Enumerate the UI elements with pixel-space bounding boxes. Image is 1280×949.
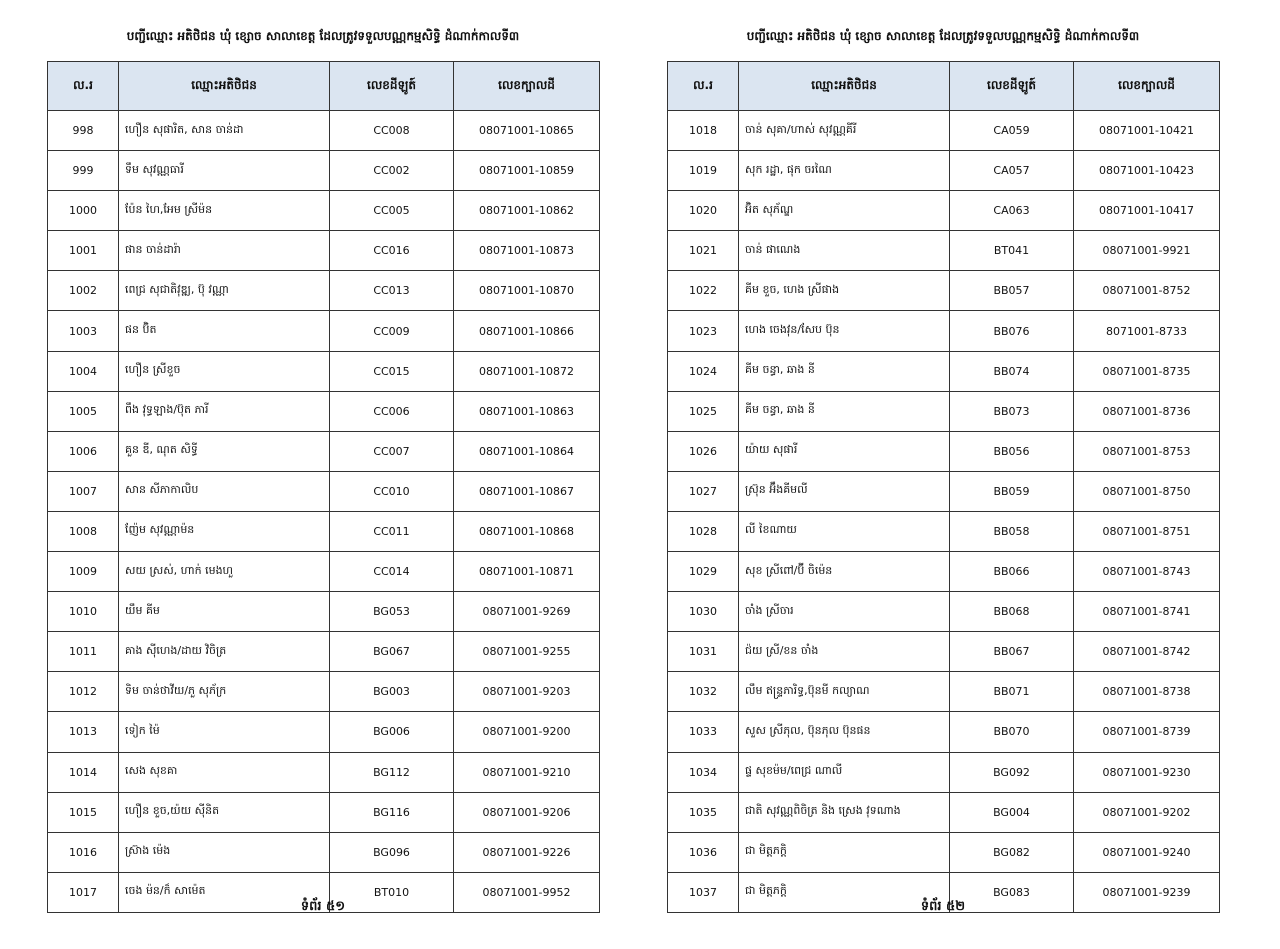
cell-plot-number: 8071001-8733 (1074, 311, 1220, 351)
cell-number: 998 (48, 111, 119, 151)
cell-plot-number: 08071001-9202 (1074, 792, 1220, 832)
cell-plot-number: 08071001-9255 (454, 632, 600, 672)
cell-number: 1001 (48, 231, 119, 271)
table-row (668, 351, 1220, 391)
cell-plot-number: 08071001-9952 (454, 872, 600, 912)
table-row (48, 151, 600, 191)
cell-lot-code: CC007 (330, 431, 454, 471)
table-row (668, 431, 1220, 471)
cell-number: 1017 (48, 872, 119, 912)
cell-name: គីម ខួច, ហេង ស្រីផាង (739, 271, 950, 311)
cell-name: យ៉ាយ សុផារី (739, 431, 950, 471)
cell-lot-code: CC005 (330, 191, 454, 231)
cell-name: ទិម ចាន់ថាវីយ/ភួ សុភ័ក្រ (119, 672, 330, 712)
cell-lot-code: CC013 (330, 271, 454, 311)
cell-name: យឹម គីម (119, 592, 330, 632)
cell-plot-number: 08071001-10862 (454, 191, 600, 231)
cell-number: 1016 (48, 832, 119, 872)
table-row (668, 231, 1220, 271)
cell-plot-number: 08071001-9239 (1074, 872, 1220, 912)
cell-number: 1020 (668, 191, 739, 231)
cell-name: ផន ប៊ិត (119, 311, 330, 351)
cell-plot-number: 08071001-8736 (1074, 391, 1220, 431)
cell-plot-number: 08071001-10872 (454, 351, 600, 391)
cell-number: 1034 (668, 752, 739, 792)
table-row (668, 111, 1220, 151)
cell-name: សួស ស្រីភុល, ប៊ុនភុល ប៊ុនផន (739, 712, 950, 752)
cell-number: 1018 (668, 111, 739, 151)
cell-lot-code: CC015 (330, 351, 454, 391)
table-row (668, 712, 1220, 752)
cell-plot-number: 08071001-10870 (454, 271, 600, 311)
cell-name: សយ ស្រស់, ហាក់ មេងហួ (119, 552, 330, 592)
cell-lot-code: CC006 (330, 391, 454, 431)
cell-lot-code: BT041 (950, 231, 1074, 271)
cell-number: 1031 (668, 632, 739, 672)
cell-plot-number: 08071001-8735 (1074, 351, 1220, 391)
cell-number: 1033 (668, 712, 739, 752)
cell-name: ពេជ្រ សុជាតិវុឌ្ឍ, ប៊ុ វណ្ណា (119, 271, 330, 311)
cell-lot-code: BG116 (330, 792, 454, 832)
cell-lot-code: CC016 (330, 231, 454, 271)
table-row (48, 351, 600, 391)
cell-number: 1028 (668, 511, 739, 551)
cell-name: ជា មិត្តភក្តិ (739, 832, 950, 872)
cell-name: សេង សុខគា (119, 752, 330, 792)
table-row (48, 712, 600, 752)
cell-plot-number: 08071001-8752 (1074, 271, 1220, 311)
cell-name: ទៀក ម៉ៃ (119, 712, 330, 752)
header-plot-number: លេខក្បាលដី (454, 62, 600, 111)
cell-plot-number: 08071001-10863 (454, 391, 600, 431)
header-name: ឈ្មោះអតិថិជន (739, 62, 950, 111)
cell-number: 1000 (48, 191, 119, 231)
cell-name: ជា មិត្តភក្តិ (739, 872, 950, 912)
cell-lot-code: BG053 (330, 592, 454, 632)
cell-name: ស្រ៊ុន អ៊ឹងគីមលី (739, 471, 950, 511)
cell-lot-code: BB057 (950, 271, 1074, 311)
cell-plot-number: 08071001-10866 (454, 311, 600, 351)
header-lot-code: លេខដីឡូត៍ (330, 62, 454, 111)
cell-lot-code: BB071 (950, 672, 1074, 712)
table-row (48, 231, 600, 271)
cell-number: 1012 (48, 672, 119, 712)
cell-lot-code: BT010 (330, 872, 454, 912)
cell-number: 1022 (668, 271, 739, 311)
cell-name: គីម ចន្ធា, ឆាង នី (739, 391, 950, 431)
cell-lot-code: CC009 (330, 311, 454, 351)
cell-number: 1015 (48, 792, 119, 832)
cell-number: 1010 (48, 592, 119, 632)
table-row (668, 471, 1220, 511)
cell-name: ជ៉យ ស្រី/ខន ចាំង (739, 632, 950, 672)
cell-plot-number: 08071001-9200 (454, 712, 600, 752)
cell-name: គាង ស៊ីហេង/ដាយ វិចិត្រ (119, 632, 330, 672)
cell-number: 1006 (48, 431, 119, 471)
cell-lot-code: BB067 (950, 632, 1074, 672)
cell-lot-code: CC008 (330, 111, 454, 151)
header-number: ល.រ (48, 62, 119, 111)
cell-name: ស្រ៊ាង ម៉េង (119, 832, 330, 872)
cell-plot-number: 08071001-9226 (454, 832, 600, 872)
owners-table (667, 61, 1220, 913)
cell-lot-code: BG092 (950, 752, 1074, 792)
cell-lot-code: BG006 (330, 712, 454, 752)
cell-lot-code: BB076 (950, 311, 1074, 351)
cell-plot-number: 08071001-8742 (1074, 632, 1220, 672)
cell-number: 1029 (668, 552, 739, 592)
cell-number: 1002 (48, 271, 119, 311)
cell-plot-number: 08071001-8739 (1074, 712, 1220, 752)
cell-plot-number: 08071001-10867 (454, 471, 600, 511)
cell-lot-code: BG082 (950, 832, 1074, 872)
cell-number: 1037 (668, 872, 739, 912)
cell-name: ប៉ែន ហៃ,អែម ស្រីម៉ន (119, 191, 330, 231)
cell-name: ហឿន ខួច,យ៉យ ស៊ីនិត (119, 792, 330, 832)
cell-lot-code: BG003 (330, 672, 454, 712)
table-row (48, 552, 600, 592)
cell-plot-number: 08071001-10864 (454, 431, 600, 471)
cell-name: ចាន់ ផាណេង (739, 231, 950, 271)
cell-lot-code: BB056 (950, 431, 1074, 471)
cell-name: ផាន ចាន់ដារ៉ា (119, 231, 330, 271)
cell-name: ញ៉ែម សុវណ្ណាម៉ន (119, 511, 330, 551)
cell-plot-number: 08071001-8750 (1074, 471, 1220, 511)
table-row (668, 311, 1220, 351)
table-row (48, 752, 600, 792)
cell-lot-code: CA059 (950, 111, 1074, 151)
cell-name: សាន សីភាកាលិប (119, 471, 330, 511)
cell-lot-code: BB059 (950, 471, 1074, 511)
table-row (668, 511, 1220, 551)
cell-plot-number: 08071001-8741 (1074, 592, 1220, 632)
cell-number: 1008 (48, 511, 119, 551)
cell-lot-code: BB058 (950, 511, 1074, 551)
cell-lot-code: BG067 (330, 632, 454, 672)
cell-lot-code: BB066 (950, 552, 1074, 592)
table-row (668, 832, 1220, 872)
table-row (48, 511, 600, 551)
cell-lot-code: BG096 (330, 832, 454, 872)
cell-plot-number: 08071001-10423 (1074, 151, 1220, 191)
cell-name: លឹម ឥន្ទ្រភារិទ្ធ,ប៊ុនមី កល្យាណ (739, 672, 950, 712)
cell-plot-number: 08071001-8738 (1074, 672, 1220, 712)
cell-plot-number: 08071001-9921 (1074, 231, 1220, 271)
page-title: បញ្ជីឈ្មោះ អតិថិជន ឃុំ ខ្សោច សាលាខេត្ត ដែលត្រូវទទួលបណ្ណកម្មសិទ្ធិ ដំណាក់កាលទី៣ (746, 29, 1140, 43)
table-row (48, 632, 600, 672)
cell-lot-code: CC011 (330, 511, 454, 551)
table-row (668, 592, 1220, 632)
cell-name: ទឹម សុវណ្ណធារី (119, 151, 330, 191)
table-row (48, 471, 600, 511)
cell-number: 1007 (48, 471, 119, 511)
table-header-row (668, 62, 1220, 111)
cell-plot-number: 08071001-8751 (1074, 511, 1220, 551)
cell-name: ហេង ចេងវុន/សែប ប៊ុន (739, 311, 950, 351)
cell-number: 1009 (48, 552, 119, 592)
table-row (668, 672, 1220, 712)
cell-plot-number: 08071001-9210 (454, 752, 600, 792)
header-number: ល.រ (668, 62, 739, 111)
table-body (668, 111, 1220, 913)
cell-plot-number: 08071001-10859 (454, 151, 600, 191)
cell-name: សុខ ស្រីពៅ/ប៊ី ចិម៉េន (739, 552, 950, 592)
table-row (668, 752, 1220, 792)
cell-name: ហឿន ស្រីខួច (119, 351, 330, 391)
table-row (48, 792, 600, 832)
cell-plot-number: 08071001-10417 (1074, 191, 1220, 231)
cell-plot-number: 08071001-9203 (454, 672, 600, 712)
cell-number: 1004 (48, 351, 119, 391)
cell-plot-number: 08071001-9240 (1074, 832, 1220, 872)
cell-lot-code: BB068 (950, 592, 1074, 632)
table-row (668, 632, 1220, 672)
cell-name: អ៊ិត សុភ័ណ្ឌ (739, 191, 950, 231)
cell-name: ចាំង ស្រីចារ (739, 592, 950, 632)
cell-plot-number: 08071001-10421 (1074, 111, 1220, 151)
table-row (668, 151, 1220, 191)
header-plot-number: លេខក្បាលដី (1074, 62, 1220, 111)
cell-number: 1036 (668, 832, 739, 872)
table-row (48, 191, 600, 231)
cell-number: 1030 (668, 592, 739, 632)
cell-plot-number: 08071001-8743 (1074, 552, 1220, 592)
cell-number: 1021 (668, 231, 739, 271)
cell-number: 1013 (48, 712, 119, 752)
cell-name: សុក រដ្ឋា, ផុក ចរណៃ (739, 151, 950, 191)
table-row (668, 552, 1220, 592)
cell-number: 1005 (48, 391, 119, 431)
table-row (48, 672, 600, 712)
cell-lot-code: CA063 (950, 191, 1074, 231)
cell-lot-code: BG083 (950, 872, 1074, 912)
header-lot-code: លេខដីឡូត៍ (950, 62, 1074, 111)
cell-number: 1024 (668, 351, 739, 391)
cell-lot-code: BG112 (330, 752, 454, 792)
cell-lot-code: BB073 (950, 391, 1074, 431)
cell-lot-code: CC010 (330, 471, 454, 511)
table-row (48, 592, 600, 632)
cell-name: ផ្ទ សុខម៉ម/ពេជ្រ ណាលី (739, 752, 950, 792)
cell-lot-code: CC014 (330, 552, 454, 592)
page-number: ទំព័រ ៥១ (300, 899, 346, 914)
cell-number: 1026 (668, 431, 739, 471)
table-row (48, 111, 600, 151)
owners-table (47, 61, 600, 913)
table-row (668, 792, 1220, 832)
cell-name: ហឿន សុផារិត, សាន ចាន់ដា (119, 111, 330, 151)
page-title: បញ្ជីឈ្មោះ អតិថិជន ឃុំ ខ្សោច សាលាខេត្ត ដែលត្រូវទទួលបណ្ណកម្មសិទ្ធិ ដំណាក់កាលទី៣ (126, 29, 520, 43)
cell-name: ពឹង វុទ្ធឡាង/ប៊ុត ភារី (119, 391, 330, 431)
table-row (668, 271, 1220, 311)
table-row (48, 431, 600, 471)
cell-plot-number: 08071001-9230 (1074, 752, 1220, 792)
table-row (48, 832, 600, 872)
cell-plot-number: 08071001-10868 (454, 511, 600, 551)
table-row (668, 191, 1220, 231)
cell-number: 1027 (668, 471, 739, 511)
cell-number: 1014 (48, 752, 119, 792)
cell-number: 1025 (668, 391, 739, 431)
cell-plot-number: 08071001-9206 (454, 792, 600, 832)
cell-plot-number: 08071001-10871 (454, 552, 600, 592)
cell-plot-number: 08071001-10873 (454, 231, 600, 271)
table-header-row (48, 62, 600, 111)
cell-name: ចេង ម៉ន/ក៏ សាម៉េត (119, 872, 330, 912)
cell-number: 1023 (668, 311, 739, 351)
cell-name: លី ខៃណាយ (739, 511, 950, 551)
cell-number: 999 (48, 151, 119, 191)
cell-lot-code: BB070 (950, 712, 1074, 752)
cell-number: 1003 (48, 311, 119, 351)
cell-lot-code: CC002 (330, 151, 454, 191)
header-name: ឈ្មោះអតិថិជន (119, 62, 330, 111)
cell-name: គីម ចន្ធា, ឆាង នី (739, 351, 950, 391)
cell-plot-number: 08071001-9269 (454, 592, 600, 632)
cell-name: គួន ឌី, ណុត សិទ្ធី (119, 431, 330, 471)
cell-lot-code: BG004 (950, 792, 1074, 832)
cell-plot-number: 08071001-10865 (454, 111, 600, 151)
table-row (48, 311, 600, 351)
page-number: ទំព័រ ៥២ (920, 899, 966, 914)
table-row (668, 391, 1220, 431)
table-row (48, 391, 600, 431)
cell-name: ជាតិ សុវណ្ណពិចិត្រ និង ស្រេង វុទណាង (739, 792, 950, 832)
cell-number: 1035 (668, 792, 739, 832)
cell-lot-code: BB074 (950, 351, 1074, 391)
cell-name: ចាន់ សុគា/ហាស់ សុវណ្ណគីរី (739, 111, 950, 151)
cell-number: 1019 (668, 151, 739, 191)
cell-number: 1011 (48, 632, 119, 672)
cell-lot-code: CA057 (950, 151, 1074, 191)
cell-plot-number: 08071001-8753 (1074, 431, 1220, 471)
table-body (48, 111, 600, 913)
cell-number: 1032 (668, 672, 739, 712)
table-row (48, 271, 600, 311)
